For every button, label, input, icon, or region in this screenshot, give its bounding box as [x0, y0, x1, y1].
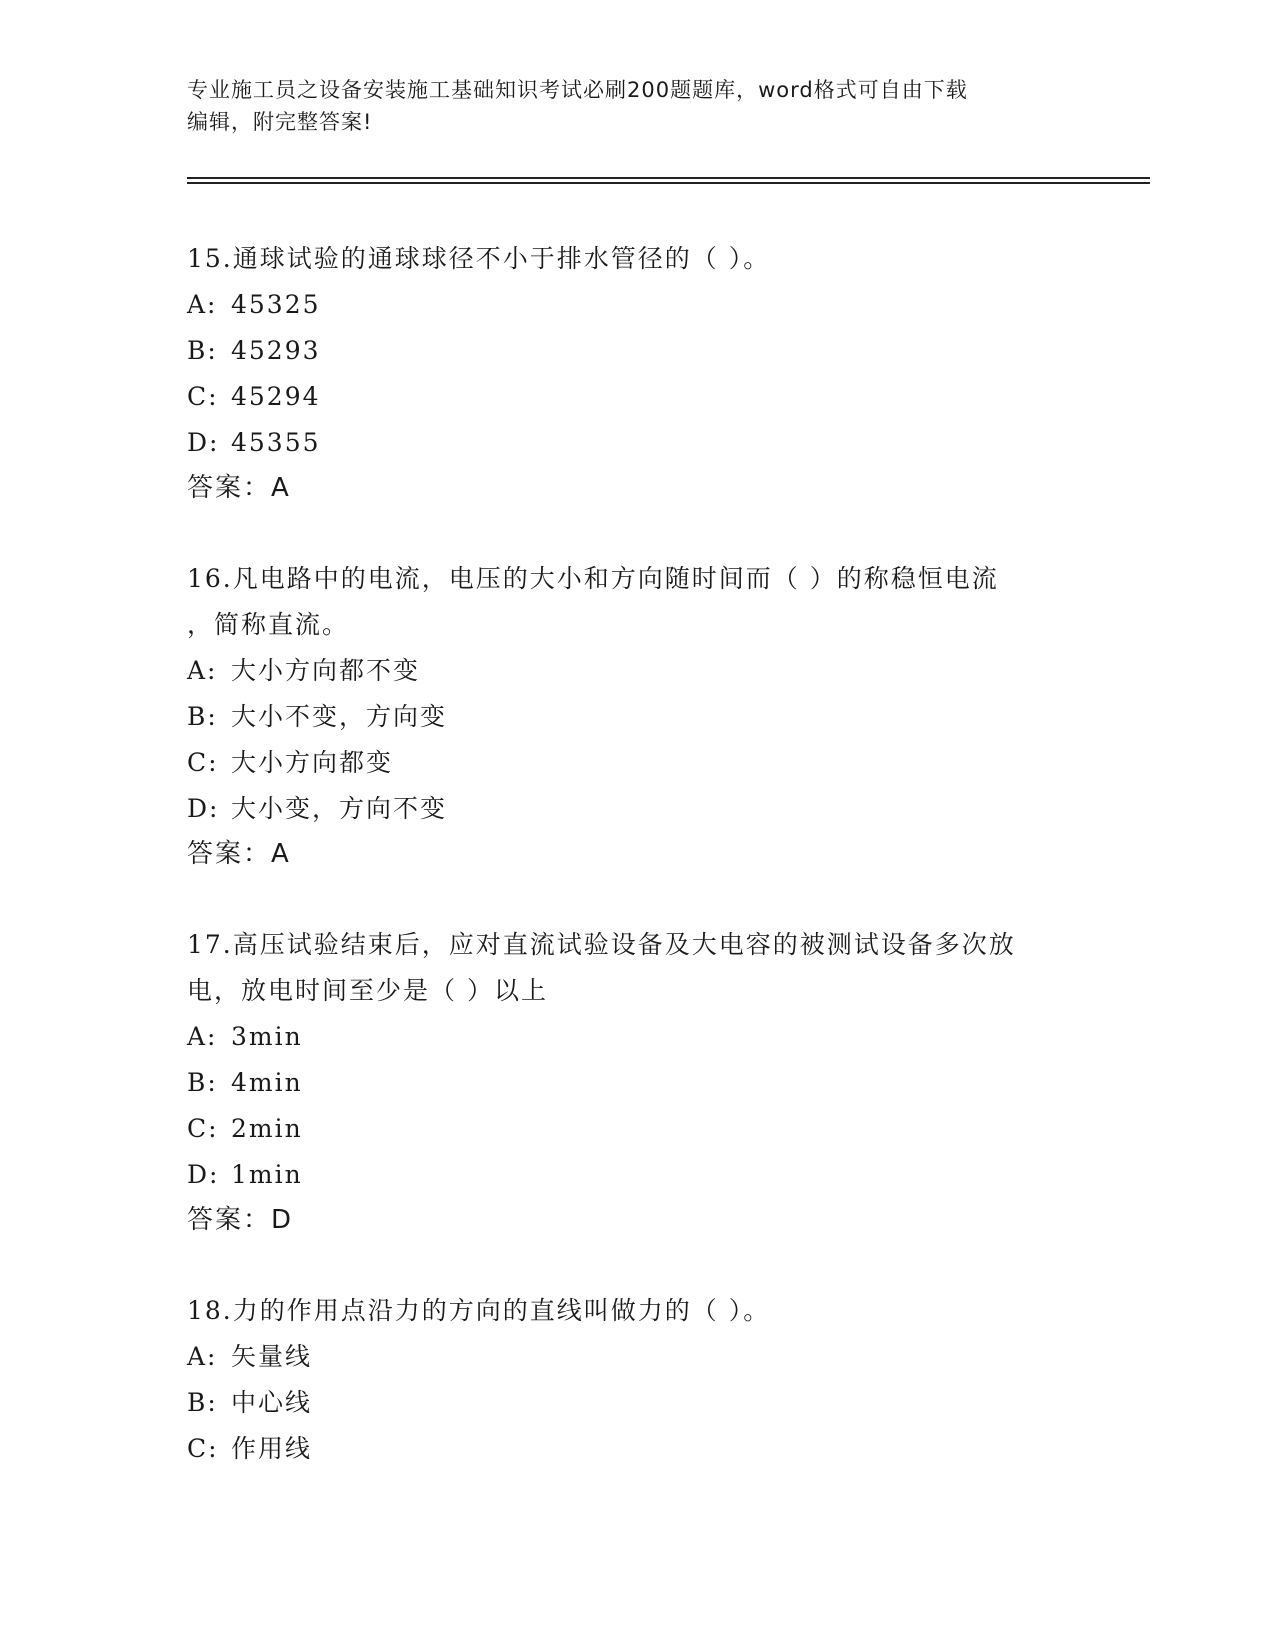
- option-label: C:: [187, 748, 219, 777]
- option-a: [187, 282, 1087, 328]
- header-line-1: 专业施工员之设备安装施工基础知识考试必刷200题题库，word格式可自由下载: [187, 78, 968, 102]
- option-text: 2min: [231, 1114, 303, 1143]
- option-label: D:: [187, 428, 220, 457]
- option-b: [187, 694, 1087, 740]
- header-line-2: 编辑，附完整答案!: [187, 110, 373, 134]
- option-label: C:: [187, 1434, 219, 1463]
- option-label: D:: [187, 1160, 220, 1189]
- option-label: B:: [187, 702, 218, 731]
- option-text: 大小方向都不变: [231, 656, 421, 685]
- option-label: B:: [187, 336, 218, 365]
- option-b: [187, 1060, 1087, 1106]
- question-text: [187, 922, 1087, 1014]
- option-c: [187, 1426, 1087, 1472]
- option-label: B:: [187, 1388, 218, 1417]
- question-text-line: ，简称直流。: [187, 610, 350, 639]
- document-header: [187, 74, 1087, 138]
- question-text: [187, 236, 1087, 282]
- question-text-line: 18.力的作用点沿力的方向的直线叫做力的（ ）。: [187, 1296, 771, 1325]
- option-d: [187, 786, 1087, 832]
- option-text: 1min: [231, 1160, 303, 1189]
- question-18: [187, 1288, 1087, 1472]
- option-d: [187, 420, 1087, 466]
- option-c: [187, 1106, 1087, 1152]
- question-17: [187, 922, 1087, 1242]
- option-text: 45355: [231, 428, 321, 457]
- option-text: 45325: [231, 290, 321, 319]
- option-text: 作用线: [231, 1434, 313, 1463]
- header-divider-bottom: [187, 182, 1150, 184]
- answer-text: 答案：A: [187, 839, 291, 869]
- question-list: [187, 236, 1087, 1518]
- answer-text: 答案：D: [187, 1205, 294, 1235]
- question-text-line: 15.通球试验的通球球径不小于排水管径的（ ）。: [187, 244, 771, 273]
- answer-text: 答案：A: [187, 473, 291, 503]
- question-text-line: 电，放电时间至少是（ ）以上: [187, 976, 548, 1005]
- option-text: 大小方向都变: [231, 748, 394, 777]
- option-label: A:: [187, 1022, 218, 1051]
- header-divider-top: [187, 177, 1150, 179]
- option-text: 3min: [231, 1022, 303, 1051]
- option-text: 矢量线: [231, 1342, 313, 1371]
- option-label: A:: [187, 290, 218, 319]
- option-label: D:: [187, 794, 220, 823]
- option-label: A:: [187, 1342, 218, 1371]
- option-label: C:: [187, 382, 219, 411]
- question-text-line: 16.凡电路中的电流，电压的大小和方向随时间而（ ）的称稳恒电流: [187, 564, 999, 593]
- option-b: [187, 1380, 1087, 1426]
- option-text: 大小不变，方向变: [231, 702, 448, 731]
- option-label: B:: [187, 1068, 218, 1097]
- option-c: [187, 374, 1087, 420]
- option-label: C:: [187, 1114, 219, 1143]
- question-text-line: 17.高压试验结束后，应对直流试验设备及大电容的被测试设备多次放: [187, 930, 1016, 959]
- option-text: 中心线: [231, 1388, 313, 1417]
- question-text: [187, 556, 1087, 648]
- question-16: [187, 556, 1087, 876]
- option-text: 4min: [231, 1068, 303, 1097]
- option-d: [187, 1152, 1087, 1198]
- question-15: [187, 236, 1087, 510]
- question-text: [187, 1288, 1087, 1334]
- option-text: 45293: [231, 336, 321, 365]
- option-a: [187, 648, 1087, 694]
- option-text: 大小变，方向不变: [231, 794, 448, 823]
- option-text: 45294: [231, 382, 321, 411]
- option-c: [187, 740, 1087, 786]
- option-a: [187, 1334, 1087, 1380]
- option-b: [187, 328, 1087, 374]
- option-a: [187, 1014, 1087, 1060]
- option-label: A:: [187, 656, 218, 685]
